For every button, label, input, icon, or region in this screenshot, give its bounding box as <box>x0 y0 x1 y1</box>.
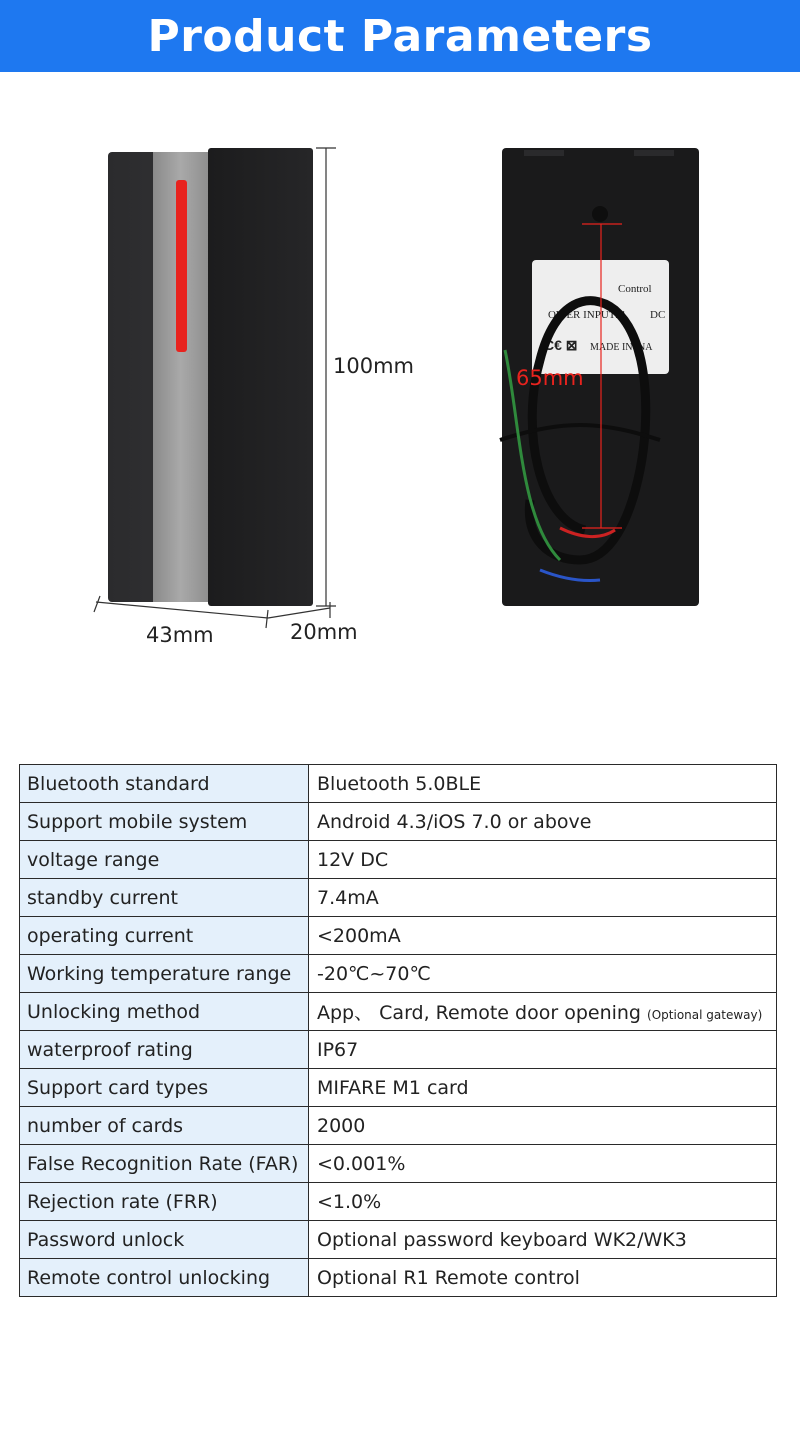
mount-hole-top <box>592 206 608 222</box>
spec-key: Bluetooth standard <box>20 765 309 803</box>
table-row <box>20 879 777 917</box>
table-row <box>20 1221 777 1259</box>
spec-note: (Optional gateway) <box>647 1008 763 1022</box>
label-text-3b: NA <box>638 342 653 353</box>
led-indicator <box>176 180 187 352</box>
spec-key: waterproof rating <box>20 1031 309 1069</box>
spec-value: Optional password keyboard WK2/WK3 <box>309 1221 777 1259</box>
spec-key: False Recognition Rate (FAR) <box>20 1145 309 1183</box>
spec-key: number of cards <box>20 1107 309 1145</box>
spec-key: Rejection rate (FRR) <box>20 1183 309 1221</box>
table-row <box>20 803 777 841</box>
spec-value: Android 4.3/iOS 7.0 or above <box>309 803 777 841</box>
spec-value: <0.001% <box>309 1145 777 1183</box>
spec-key: Support mobile system <box>20 803 309 841</box>
table-row <box>20 1145 777 1183</box>
label-text-2b: DC <box>650 309 666 321</box>
label-text-2: OWER INPUT: 1 <box>548 309 627 321</box>
spec-key: Working temperature range <box>20 955 309 993</box>
spec-key: Password unlock <box>20 1221 309 1259</box>
page-title: Product Parameters <box>147 10 653 62</box>
height-label: 100mm <box>333 354 414 378</box>
spec-value: 7.4mA <box>309 879 777 917</box>
depth-label: 20mm <box>290 620 358 644</box>
spec-key: Support card types <box>20 1069 309 1107</box>
spec-key: operating current <box>20 917 309 955</box>
spec-value: Bluetooth 5.0BLE <box>309 765 777 803</box>
spec-key: Remote control unlocking <box>20 1259 309 1297</box>
label-text-3: MADE IN <box>590 342 633 353</box>
table-row <box>20 765 777 803</box>
spec-key: standby current <box>20 879 309 917</box>
table-row <box>20 1031 777 1069</box>
spec-value: -20℃~70℃ <box>309 955 777 993</box>
spec-value-cell <box>309 993 777 1031</box>
table-row <box>20 1107 777 1145</box>
spec-key: voltage range <box>20 841 309 879</box>
width-label: 43mm <box>146 623 214 647</box>
table-row <box>20 1183 777 1221</box>
table-row <box>20 841 777 879</box>
spec-value: MIFARE M1 card <box>309 1069 777 1107</box>
spec-value: 2000 <box>309 1107 777 1145</box>
spec-value: <1.0% <box>309 1183 777 1221</box>
label-text-1: Control <box>618 283 652 295</box>
product-images <box>0 72 800 752</box>
table-row <box>20 1069 777 1107</box>
reader-side <box>208 148 313 606</box>
table-row <box>20 1259 777 1297</box>
table-row <box>20 917 777 955</box>
table-row <box>20 955 777 993</box>
spec-value: IP67 <box>309 1031 777 1069</box>
spec-value: 12V DC <box>309 841 777 879</box>
spec-table <box>19 764 777 1297</box>
page-header <box>0 0 800 72</box>
ce-mark: C€ ⊠ <box>544 337 578 353</box>
reader-front-view <box>108 148 313 606</box>
spec-key: Unlocking method <box>20 993 309 1031</box>
spec-value: Optional R1 Remote control <box>309 1259 777 1297</box>
product-illustration <box>0 72 800 752</box>
spec-value: <200mA <box>309 917 777 955</box>
table-row <box>20 993 777 1031</box>
hole-spacing-label: 65mm <box>516 366 584 390</box>
spec-value: App、 Card, Remote door opening <box>317 1002 641 1024</box>
